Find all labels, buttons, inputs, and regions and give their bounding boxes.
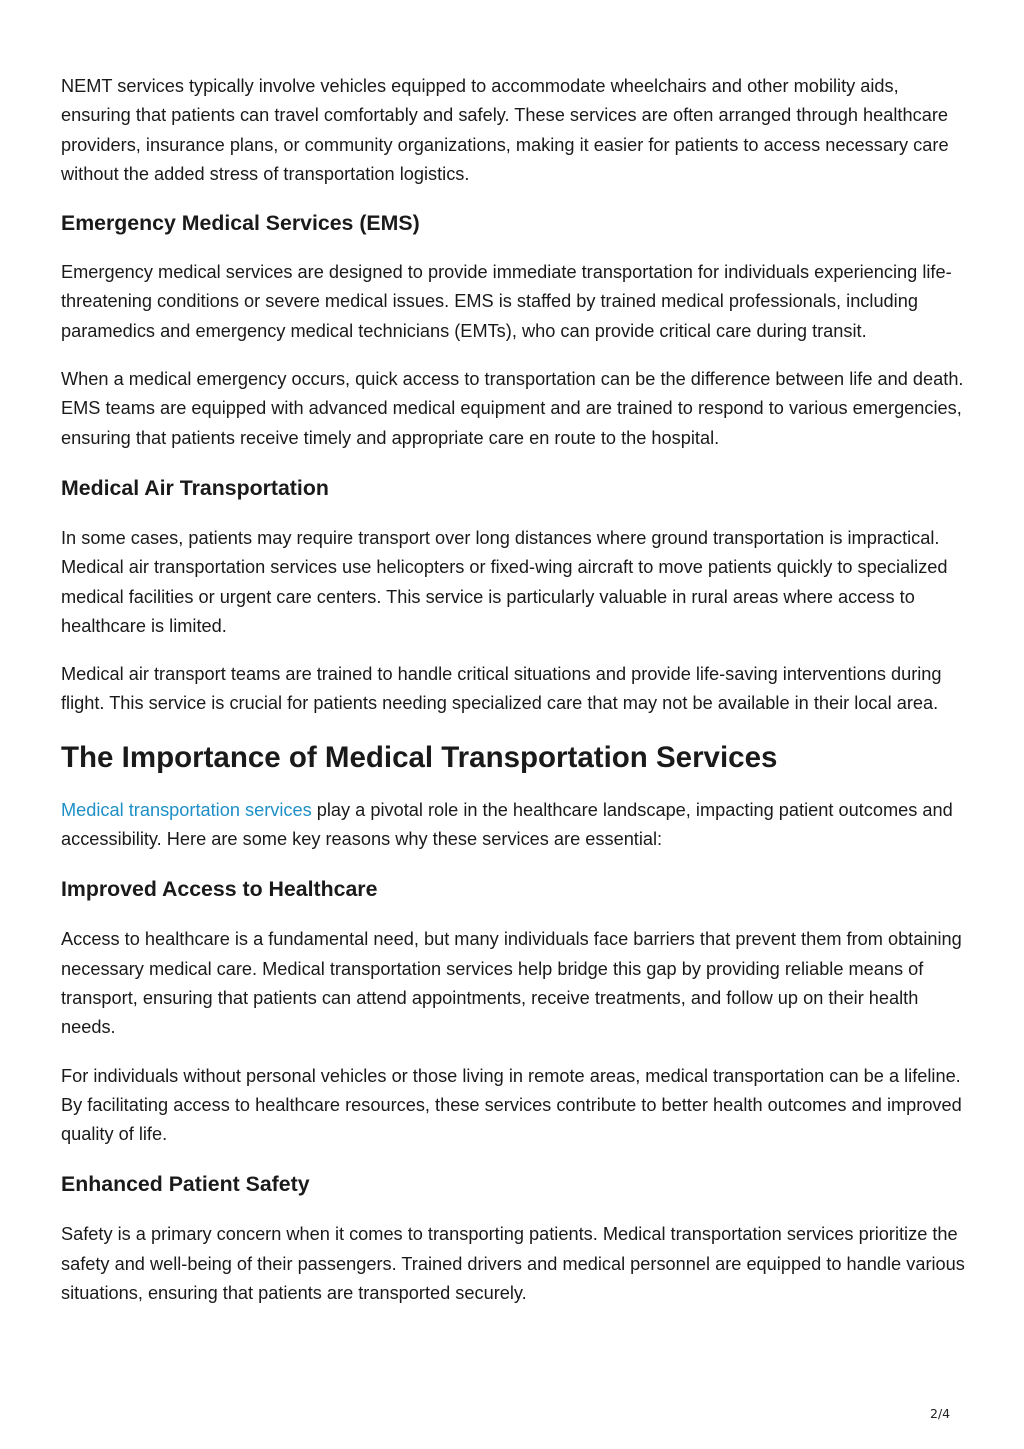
heading-air: Medical Air Transportation	[61, 475, 329, 500]
medical-transportation-link[interactable]: Medical transportation services	[61, 799, 312, 820]
paragraph-safety-1: Safety is a primary concern when it comes to transporting patients. Medical transportation services prioritize the safety and well-being of their passengers. Trained drivers and medical personnel are equipped to handle various situations, ensuring that patients are transported securely.	[61, 1224, 965, 1304]
document-body	[61, 70, 966, 1308]
paragraph-importance-text: play a pivotal role in the healthcare landscape, impacting patient outcomes and accessibility. Here are some key reasons why these services are essential:	[61, 799, 953, 850]
paragraph-air-2: Medical air transport teams are trained to handle critical situations and provide life-saving interventions during flight. This service is crucial for patients needing specialized care that may not be available in their local area.	[61, 664, 942, 714]
heading-importance: The Importance of Medical Transportation Services	[61, 740, 778, 774]
paragraph-access-1: Access to healthcare is a fundamental need, but many individuals face barriers that prevent them from obtaining necessary medical care. Medical transportation services help bridge this gap by providing reliable means of transport, ensuring that patients can attend appointments, receive treatments, and follow up on their health needs.	[61, 929, 962, 1038]
paragraph-ems-1: Emergency medical services are designed to provide immediate transportation for individuals experiencing life-threatening conditions or severe medical issues. EMS is staffed by trained medical professionals, including paramedics and emergency medical technicians (EMTs), who can provide critical care during transit.	[61, 262, 952, 341]
paragraph-access-2: For individuals without personal vehicles or those living in remote areas, medical transportation can be a lifeline. By facilitating access to healthcare resources, these services contribute to better health outcomes and improved quality of life.	[61, 1065, 962, 1145]
paragraph-ems-2: When a medical emergency occurs, quick access to transportation can be the difference between life and death. EMS teams are equipped with advanced medical equipment and are trained to respond to various emergencies, ensuring that patients receive timely and appropriate care en route to the hospital.	[61, 369, 964, 448]
heading-safety: Enhanced Patient Safety	[61, 1172, 310, 1197]
paragraph-importance	[61, 796, 966, 855]
heading-ems: Emergency Medical Services (EMS)	[61, 211, 420, 236]
heading-access: Improved Access to Healthcare	[61, 877, 378, 902]
paragraph-nemt-intro: NEMT services typically involve vehicles equipped to accommodate wheelchairs and other mobility aids, ensuring that patients can travel comfortably and safely. These services are often arranged through healthcare providers, insurance plans, or community organizations, making it easier for patients to access necessary care without the added stress of transportation logistics.	[61, 76, 949, 184]
page-number: 2/4	[930, 1406, 951, 1421]
paragraph-air-1: In some cases, patients may require transport over long distances where ground transportation is impractical. Medical air transportation services use helicopters or fixed-wing aircraft to move patients quickly to specialized medical facilities or urgent care centers. This service is particularly valuable in rural areas where access to healthcare is limited.	[61, 527, 948, 636]
